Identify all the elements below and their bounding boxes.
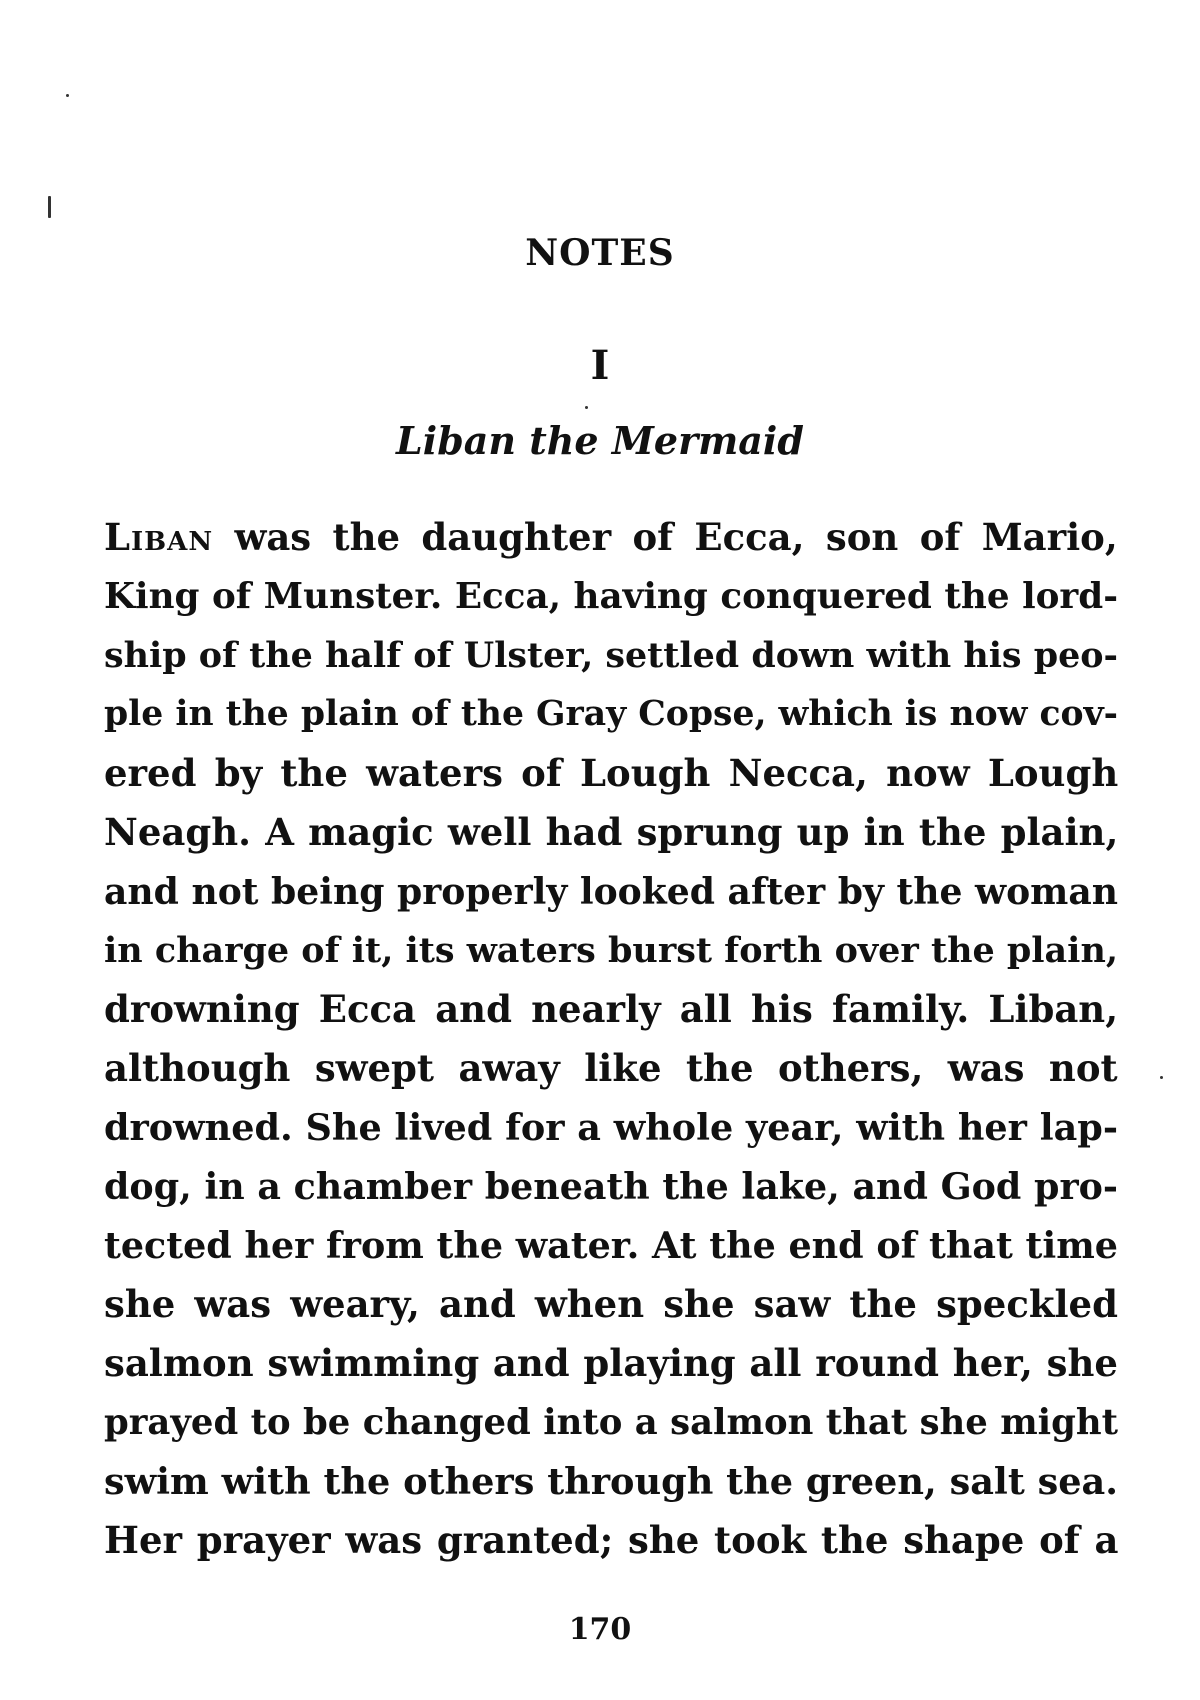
- text-line-rest: was the daughter of Ecca, son of Mario,: [213, 515, 1118, 559]
- text-line: ered by the waters of Lough Necca, now Lough: [104, 751, 1119, 795]
- text-line: dog, in a chamber beneath the lake, and God pro-: [104, 1165, 1118, 1208]
- scan-speck: [1160, 1076, 1163, 1079]
- text-line: in charge of it, its waters burst forth over the plain,: [104, 930, 1118, 971]
- text-line: drowned. She lived for a whole year, with her lap-: [104, 1106, 1118, 1149]
- section-title: Liban the Mermaid: [396, 418, 804, 463]
- text-line: [104, 508, 1118, 567]
- text-line: drowning Ecca and nearly all his family. Liban,: [104, 987, 1119, 1031]
- text-line: ple in the plain of the Gray Copse, which is now cov-: [104, 694, 1118, 734]
- text-line: salmon swimming and playing all round her, she: [104, 1341, 1118, 1385]
- text-line: tected her from the water. At the end of that time: [104, 1224, 1118, 1267]
- page-number: 170: [568, 1612, 632, 1647]
- section-numeral: I: [590, 342, 610, 389]
- text-line: although swept away like the others, was not: [104, 1046, 1118, 1090]
- body-paragraph: [104, 508, 1118, 1570]
- scan-speck: [48, 196, 51, 218]
- text-line: and not being properly looked after by the woman: [104, 870, 1118, 913]
- text-line: ship of the half of Ulster, settled down with his peo-: [104, 635, 1118, 676]
- text-line: King of Munster. Ecca, having conquered the lord-: [104, 575, 1118, 617]
- text-line: she was weary, and when she saw the speckled: [104, 1282, 1118, 1326]
- text-line: prayed to be changed into a salmon that she might: [104, 1402, 1118, 1443]
- text-line: Her prayer was granted; she took the shape of a: [104, 1518, 1119, 1562]
- lead-word: Liban: [104, 515, 214, 559]
- scan-speck: [66, 94, 69, 97]
- scan-speck: [585, 406, 588, 409]
- text-line: swim with the others through the green, salt sea.: [104, 1460, 1118, 1503]
- page-heading: NOTES: [525, 232, 675, 274]
- text-line: Neagh. A magic well had sprung up in the plain,: [104, 810, 1119, 854]
